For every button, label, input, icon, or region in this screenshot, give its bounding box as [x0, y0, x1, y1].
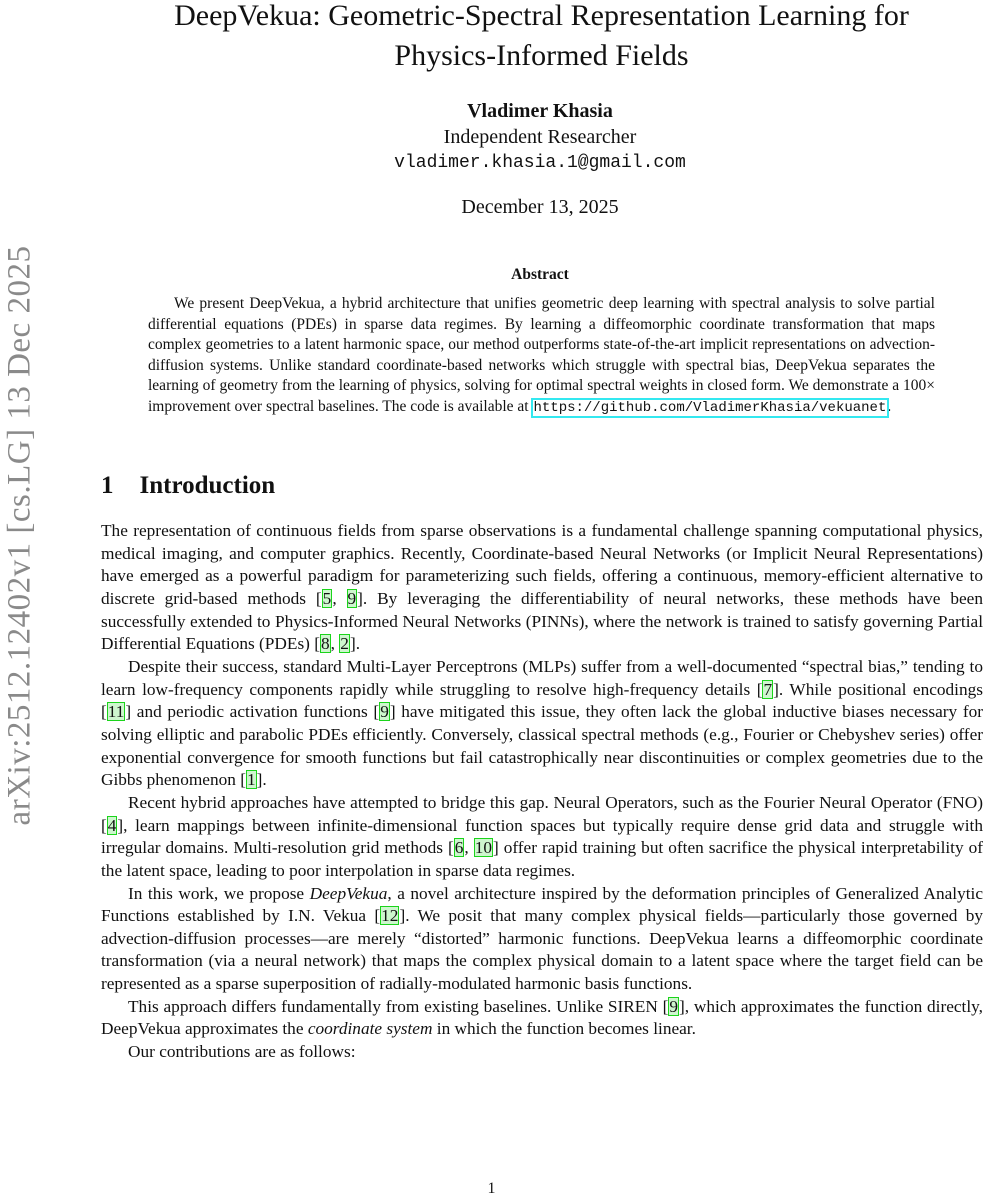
text-span: ] offer rapid training but often sacrifice the physical interpretability of the latent space, leading to poor interpolation in sparse data regimes. — [101, 838, 983, 880]
text-span: in which the function becomes linear. — [432, 1019, 696, 1039]
abstract-text: We present DeepVekua, a hybrid architecture that unifies geometric deep learning with spectral analysis to solve partial differential equations (PDEs) in sparse data regimes. By learning a diffeomorphic coordinate transformation that maps complex geometries to a latent harmonic space, our method outperforms state-of-the-art implicit representations on advection-diffusion systems. Unlike standard coordinate-based networks which struggle with spectral bias, DeepVekua separates the learning of geometry from the learning of physics, solving for optimal spectral weights in closed form. We demonstrate a 100× improvement over spectral baselines. The code is available at — [148, 295, 935, 415]
text-span: ]. — [349, 634, 361, 654]
author-block — [340, 98, 740, 220]
arxiv-identifier-stamp — [0, 205, 40, 865]
introduction-body — [101, 520, 983, 1064]
text-span: , — [464, 838, 474, 858]
text-span: ], which approximates the function directly, DeepVekua approximates the — [101, 996, 983, 1039]
paragraph-2 — [101, 656, 983, 792]
citation-link[interactable]: 9 — [669, 996, 679, 1016]
citation-link[interactable]: 8 — [321, 634, 330, 654]
paper-title — [100, 0, 983, 76]
author-email[interactable]: vladimer.khasia.1@gmail.com — [394, 153, 686, 173]
section-title: Introduction — [139, 472, 276, 499]
publication-date: December 13, 2025 — [461, 196, 619, 218]
citation-link[interactable]: 6 — [454, 838, 464, 858]
section-heading-introduction — [101, 472, 275, 500]
citation-link[interactable]: 12 — [381, 906, 399, 926]
citation-link[interactable]: 10 — [474, 838, 492, 858]
citation-link[interactable]: 5 — [322, 588, 332, 608]
abstract-heading: Abstract — [511, 266, 569, 283]
title-line-1: DeepVekua: Geometric-Spectral Representation Learning for — [174, 0, 909, 32]
abstract-body — [148, 294, 935, 419]
paragraph-3 — [101, 792, 983, 883]
text-span: Our contributions are as follows: — [128, 1042, 356, 1062]
text-span: ] have mitigated this issue, they often lack the global inductive biases necessary for solving elliptic and parabolic PDEs efficiently. Conversely, classical spectral methods (e.g., Fourier or Chebyshev series) offer exponential convergence for smooth functions but fail catastrophically near discontinuities or complex geometries due to the Gibbs phenomenon [ — [101, 702, 983, 790]
text-span: ] and periodic activation functions [ — [125, 702, 380, 722]
page-number: 1 — [487, 1180, 496, 1197]
title-line-2: Physics-Informed Fields — [394, 39, 689, 72]
emphasis-coordinate-system: coordinate system — [307, 1019, 433, 1039]
citation-link[interactable]: 2 — [340, 634, 349, 654]
text-span: ], learn mappings between infinite-dimensional function spaces but typically require dense grid data and struggle with irregular domains. Multi-resolution grid methods [ — [101, 815, 983, 858]
author-name: Vladimer Khasia — [467, 100, 613, 122]
text-span: Recent hybrid approaches have attempted to bridge this gap. Neural Operators, such as the Fourier Neural Operator (FNO) [ — [101, 792, 983, 835]
citation-link[interactable]: 1 — [246, 770, 256, 790]
citation-link[interactable]: 7 — [763, 679, 773, 699]
text-span: In this work, we propose — [128, 883, 310, 903]
text-span: ]. By leveraging the differentiability of neural networks, these methods have been successfully extended to Physics-Informed Neural Networks (PINNs), where the network is trained to satisfy governing Partial Differential Equations (PDEs) [ — [101, 588, 983, 654]
text-span: , — [332, 588, 347, 608]
section-number: 1 — [101, 472, 114, 499]
text-span: , — [330, 634, 340, 654]
code-repository-link[interactable]: https://github.com/VladimerKhasia/vekuanet — [533, 399, 887, 416]
paragraph-6 — [101, 1041, 983, 1064]
text-span: ]. — [256, 770, 267, 790]
paragraph-5 — [101, 996, 983, 1041]
citation-link[interactable]: 9 — [380, 702, 389, 722]
text-span: , a novel architecture inspired by the deformation principles of Generalized Analytic Functions established by I.N. Vekua [ — [101, 883, 983, 926]
text-span: Despite their success, standard Multi-Layer Perceptrons (MLPs) suffer from a well-documented “spectral bias,” tending to learn low-frequency components rapidly while struggling to resolve high-frequency details [ — [101, 656, 983, 699]
paragraph-4 — [101, 883, 983, 996]
citation-link[interactable]: 4 — [107, 815, 117, 835]
text-span: The representation of continuous fields from sparse observations is a fundamental challenge spanning computational physics, medical imaging, and computer graphics. Recently, Coordinate-based Neural Networks (or Implicit Neural Representations) have emerged as a powerful paradigm for parameterizing such fields, offering a continuous, memory-efficient alternative to discrete grid-based methods [ — [101, 521, 983, 608]
citation-link[interactable]: 11 — [107, 702, 125, 722]
abstract-end-punct: . — [887, 397, 892, 415]
text-span: ]. While positional encodings [ — [101, 679, 983, 722]
emphasis-method-name: DeepVekua — [309, 883, 388, 903]
arxiv-stamp-text: arXiv:2512.12402v1 [cs.LG] 13 Dec 2025 — [1, 245, 38, 825]
text-span: ]. We posit that many complex physical fields—particularly those governed by advection-diffusion processes—are merely “distorted” harmonic functions. DeepVekua learns a diffeomorphic coordinate transformation (via a neural network) that maps the complex physical domain to a latent space where the target field can be represented as a sparse superposition of radially-modulated harmonic basis functions. — [101, 906, 983, 994]
author-affiliation: Independent Researcher — [443, 126, 637, 148]
text-span: This approach differs fundamentally from existing baselines. Unlike SIREN [ — [128, 996, 669, 1016]
citation-link[interactable]: 9 — [347, 588, 357, 608]
paragraph-1 — [101, 520, 983, 656]
